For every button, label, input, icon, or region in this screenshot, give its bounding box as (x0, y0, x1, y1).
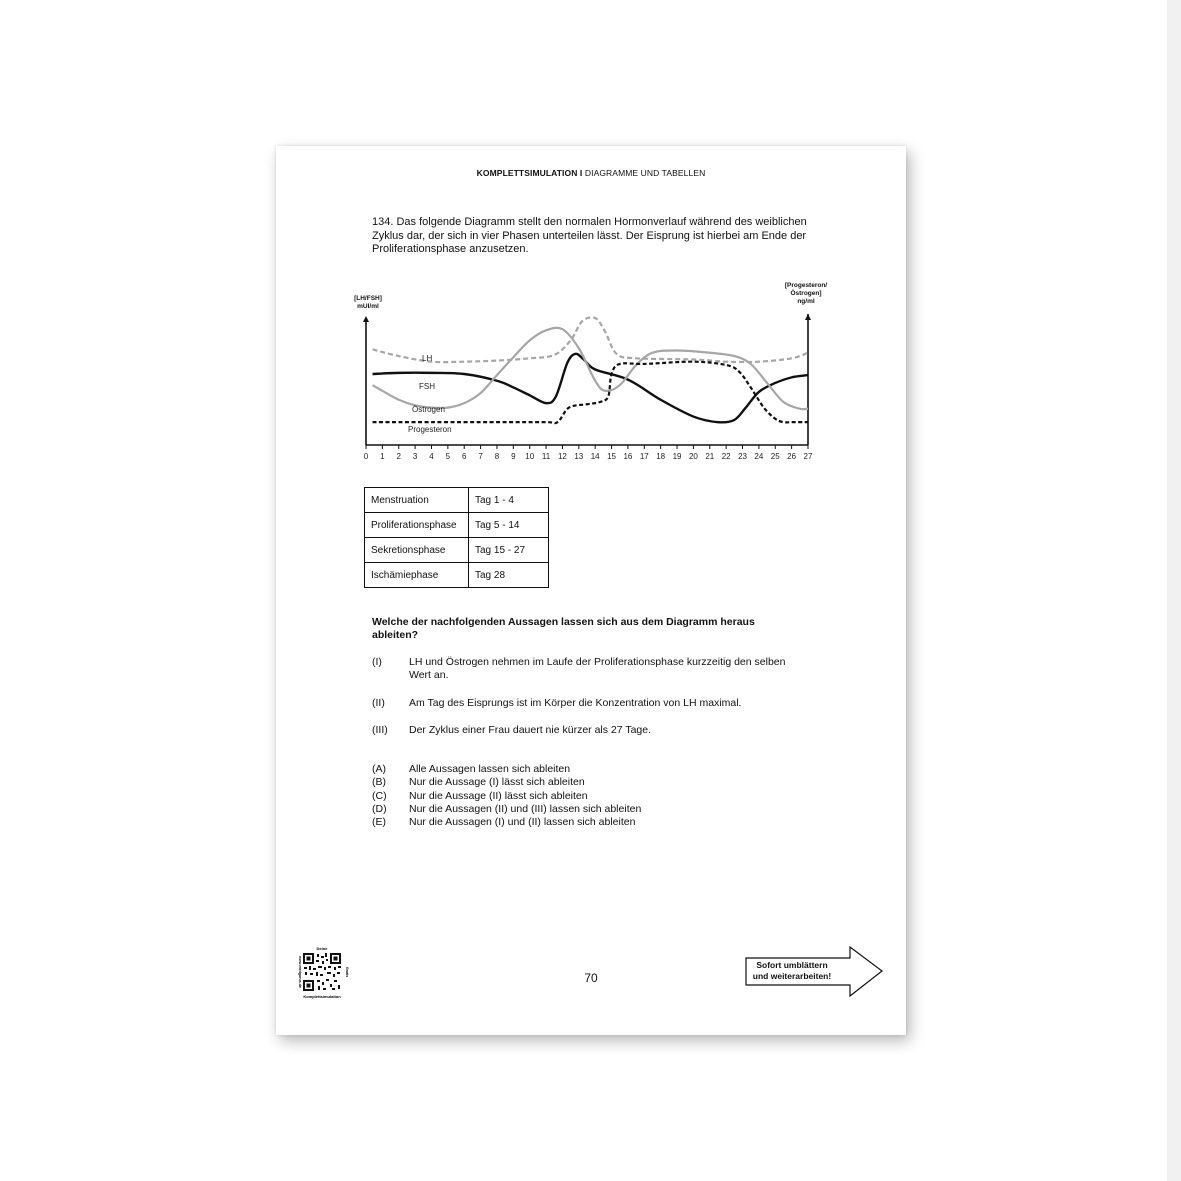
phase-name-cell: Sekretionsphase (365, 538, 469, 563)
series-label-lh: LH (422, 354, 433, 363)
x-tick-label: 16 (623, 452, 633, 461)
x-tick-label: 2 (396, 452, 401, 461)
next-page-button[interactable] (742, 946, 884, 1000)
x-tick-label: 25 (770, 452, 780, 461)
option-letter: (A) (372, 763, 386, 775)
option-text: Nur die Aussagen (I) und (II) lassen sich ableiten (409, 816, 636, 829)
x-tick-label: 9 (511, 452, 516, 461)
next-page-label-line1: Sofort umblättern (756, 960, 828, 970)
statement-number: (II) (372, 697, 385, 709)
x-tick-label: 8 (494, 452, 500, 461)
x-tick-label: 27 (803, 452, 813, 461)
x-tick-label: 15 (607, 452, 617, 461)
answer-option-e[interactable] (372, 816, 812, 829)
option-text: Alle Aussagen lassen sich ableiten (409, 763, 571, 775)
statement-number: (III) (372, 724, 388, 736)
x-tick-label: 23 (738, 452, 747, 461)
x-tick-label: 5 (445, 452, 451, 461)
x-tick-label: 0 (363, 452, 369, 461)
series-line-östrogen (373, 328, 808, 409)
x-tick-label: 14 (590, 452, 600, 461)
hormone-chart (276, 146, 906, 476)
series-line-lh (373, 317, 808, 362)
header-bold: KOMPLETTSIMULATION I (476, 168, 583, 178)
series-label-progesteron: Progesteron (408, 425, 452, 434)
question-prompt: Welche der nachfolgenden Aussagen lassen sich aus dem Diagramm heraus ableiten? (372, 616, 755, 641)
answer-option-c[interactable] (372, 790, 812, 803)
x-tick-label: 26 (787, 452, 797, 461)
statement-number: (I) (372, 656, 382, 668)
x-tick-label: 7 (478, 452, 483, 461)
document-page (276, 146, 906, 1035)
option-text: Nur die Aussagen (II) und (III) lassen sich ableiten (409, 802, 642, 815)
phase-table-row (365, 563, 549, 588)
qr-bottom-text: Komplettsimulation (303, 994, 341, 999)
option-letter: (B) (372, 776, 386, 789)
next-page-label-line2: und weiterarbeiten! (752, 971, 832, 981)
qr-code-icon (294, 944, 350, 1000)
phase-table (364, 487, 549, 588)
answer-option-b[interactable] (372, 776, 812, 789)
x-tick-label: 12 (557, 452, 567, 461)
option-letter: (C) (372, 789, 387, 802)
x-tick-label: 24 (754, 452, 764, 461)
phase-days-cell: Tag 1 - 4 (469, 488, 549, 513)
x-tick-label: 3 (412, 452, 418, 461)
series-label-fsh: FSH (419, 382, 435, 391)
statement-text: Am Tag des Eisprungs ist im Körper die Konzentration von LH maximal. (409, 697, 742, 709)
left-axis-label-line1: [LH/FSH] (354, 295, 382, 302)
answer-options (372, 763, 812, 829)
background-strip (1167, 0, 1181, 1181)
x-tick-label: 19 (672, 452, 682, 461)
y-axis-right-arrow (805, 314, 811, 320)
qr-top-text: Deine (316, 946, 328, 951)
x-tick-label: 6 (461, 452, 467, 461)
x-tick-label: 20 (688, 452, 698, 461)
x-tick-label: 21 (705, 452, 715, 461)
left-axis-label-line2: mUI/ml (357, 303, 379, 310)
x-tick-label: 10 (525, 452, 535, 461)
option-letter: (D) (372, 802, 387, 815)
x-tick-label: 1 (380, 452, 385, 461)
header-normal: DIAGRAMME UND TABELLEN (584, 168, 706, 178)
next-page-label (746, 960, 838, 982)
phase-name-cell: Proliferationsphase (365, 513, 469, 538)
right-axis-label-line3: ng/ml (797, 298, 815, 305)
x-tick-label: 13 (574, 452, 584, 461)
right-axis-label-line1: [Progesteron/ (784, 282, 828, 289)
answer-option-a[interactable] (372, 763, 812, 776)
statement-text: LH und Östrogen nehmen im Laufe der Proliferationsphase kurzzeitig den selben Wert an. (409, 656, 786, 681)
option-letter: (E) (372, 816, 386, 829)
option-text: Nur die Aussage (II) lässt sich ableiten (409, 789, 588, 802)
x-tick-label: 17 (639, 452, 649, 461)
phase-days-cell: Tag 15 - 27 (469, 538, 549, 563)
phase-table-row (365, 488, 549, 513)
phase-days-cell: Tag 5 - 14 (469, 513, 549, 538)
series-label-östrogen: Östrogen (412, 405, 445, 414)
phase-name-cell: Menstruation (365, 488, 469, 513)
x-tick-label: 18 (656, 452, 666, 461)
page-number: 70 (584, 971, 598, 985)
qr-left-text: www.medgurus.de (298, 956, 302, 988)
chart-ticks (364, 445, 813, 461)
answer-option-d[interactable] (372, 803, 812, 816)
x-tick-label: 4 (429, 452, 434, 461)
right-axis-label-line2: Östrogen] (790, 290, 822, 297)
qr-code-block[interactable] (294, 944, 350, 1000)
phase-name-cell: Ischämiephase (365, 563, 469, 588)
phase-days-cell: Tag 28 (469, 563, 549, 588)
x-tick-label: 11 (541, 452, 551, 461)
qr-right-text: Gratis (345, 966, 349, 978)
question-intro: 134. Das folgende Diagramm stellt den normalen Hormonverlauf während des weiblichen Zyklus dar, der sich in vier Phasen unterteilen lässt. Der Eisprung ist hierbei am Ende der Proliferationsphase anzusetzen. (372, 216, 807, 255)
statement-text: Der Zyklus einer Frau dauert nie kürzer als 27 Tage. (409, 724, 652, 736)
x-tick-label: 22 (721, 452, 731, 461)
phase-table-row (365, 538, 549, 563)
option-text: Nur die Aussage (I) lässt sich ableiten (409, 776, 585, 789)
phase-table-row (365, 513, 549, 538)
y-axis-left-arrow (363, 316, 369, 322)
